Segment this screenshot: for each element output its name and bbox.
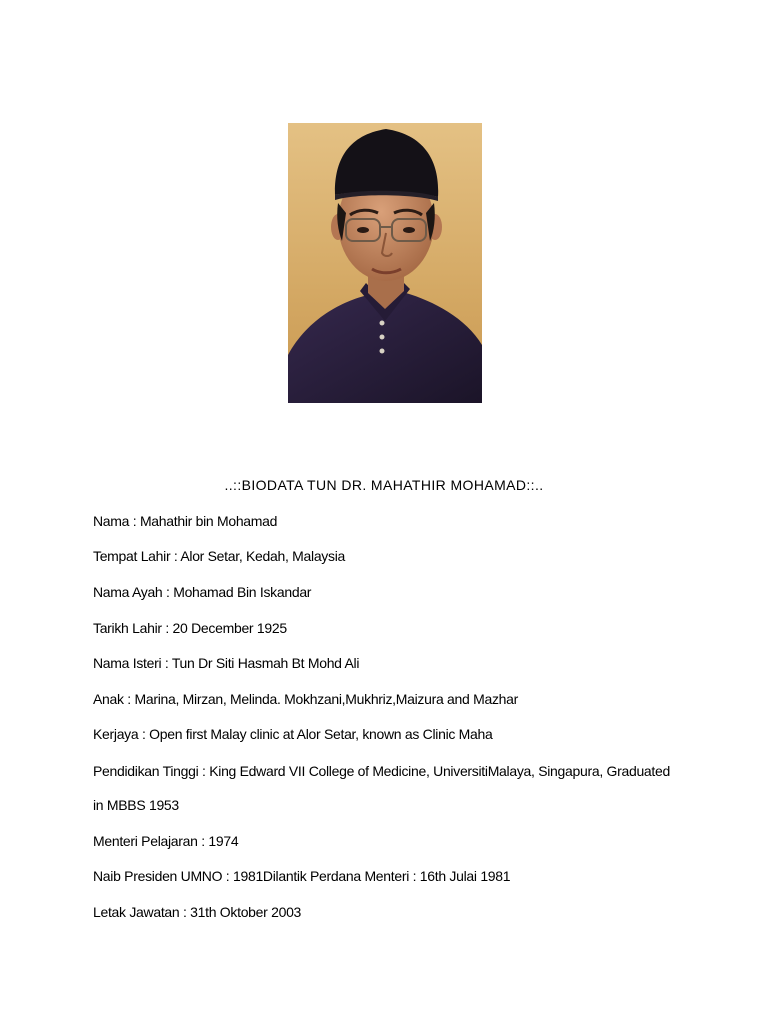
field-value: 20 December 1925 bbox=[172, 620, 287, 636]
field-separator: : bbox=[162, 584, 174, 600]
field-separator: : bbox=[161, 620, 173, 636]
field-label: Kerjaya bbox=[93, 726, 139, 742]
field-pendidikan-tinggi-continuation: in MBBS 1953 bbox=[93, 797, 179, 813]
field-separator: : bbox=[170, 548, 181, 564]
field-value: Mahathir bin Mohamad bbox=[139, 513, 278, 529]
field-separator: : bbox=[179, 904, 191, 920]
field-nama-ayah bbox=[93, 583, 311, 601]
field-naib-presiden-umno bbox=[93, 867, 510, 885]
field-value: Open first Malay clinic at Alor Setar, known as Clinic Maha bbox=[149, 726, 493, 742]
field-nama bbox=[93, 512, 277, 530]
field-anak bbox=[93, 690, 518, 708]
field-label: Pendidikan Tinggi bbox=[93, 763, 199, 779]
field-pendidikan-tinggi bbox=[93, 762, 670, 780]
field-separator: : bbox=[123, 691, 135, 707]
field-tempat-lahir bbox=[93, 547, 345, 565]
field-value: Tun Dr Siti Hasmah Bt Mohd Ali bbox=[171, 655, 360, 671]
field-label: Naib Presiden UMNO bbox=[93, 868, 223, 884]
field-value: Alor Setar, Kedah, Malaysia bbox=[180, 548, 346, 564]
field-value: 31th Oktober 2003 bbox=[190, 904, 302, 920]
field-label: Anak bbox=[93, 691, 124, 707]
field-value: Marina, Mirzan, Melinda. Mokhzani,Mukhriz,Maizura and Mazhar bbox=[134, 691, 518, 707]
field-menteri-pelajaran bbox=[93, 832, 238, 850]
field-label: Tarikh Lahir bbox=[93, 620, 162, 636]
field-separator: : bbox=[138, 726, 150, 742]
field-value: Mohamad Bin Iskandar bbox=[173, 584, 312, 600]
field-label: Letak Jawatan bbox=[93, 904, 180, 920]
field-label: Nama bbox=[93, 513, 130, 529]
field-separator: : bbox=[222, 868, 233, 884]
portrait-photo bbox=[288, 123, 482, 403]
field-separator: : bbox=[161, 655, 172, 671]
field-value: 1981Dilantik Perdana Menteri : 16th Julai 1981 bbox=[232, 868, 511, 884]
field-value: 1974 bbox=[208, 833, 239, 849]
field-nama-isteri bbox=[93, 654, 359, 672]
field-separator: : bbox=[129, 513, 140, 529]
field-label: Tempat Lahir bbox=[93, 548, 171, 564]
field-separator: : bbox=[198, 763, 210, 779]
field-label: Menteri Pelajaran bbox=[93, 833, 198, 849]
field-label: Nama Ayah bbox=[93, 584, 163, 600]
field-kerjaya bbox=[93, 725, 493, 743]
field-letak-jawatan bbox=[93, 903, 301, 921]
field-label: Nama Isteri bbox=[93, 655, 162, 671]
document-title: ..::BIODATA TUN DR. MAHATHIR MOHAMAD::.. bbox=[224, 477, 544, 493]
field-tarikh-lahir bbox=[93, 619, 287, 637]
field-separator: : bbox=[197, 833, 209, 849]
field-value: King Edward VII College of Medicine, UniversitiMalaya, Singapura, Graduated bbox=[209, 763, 670, 779]
